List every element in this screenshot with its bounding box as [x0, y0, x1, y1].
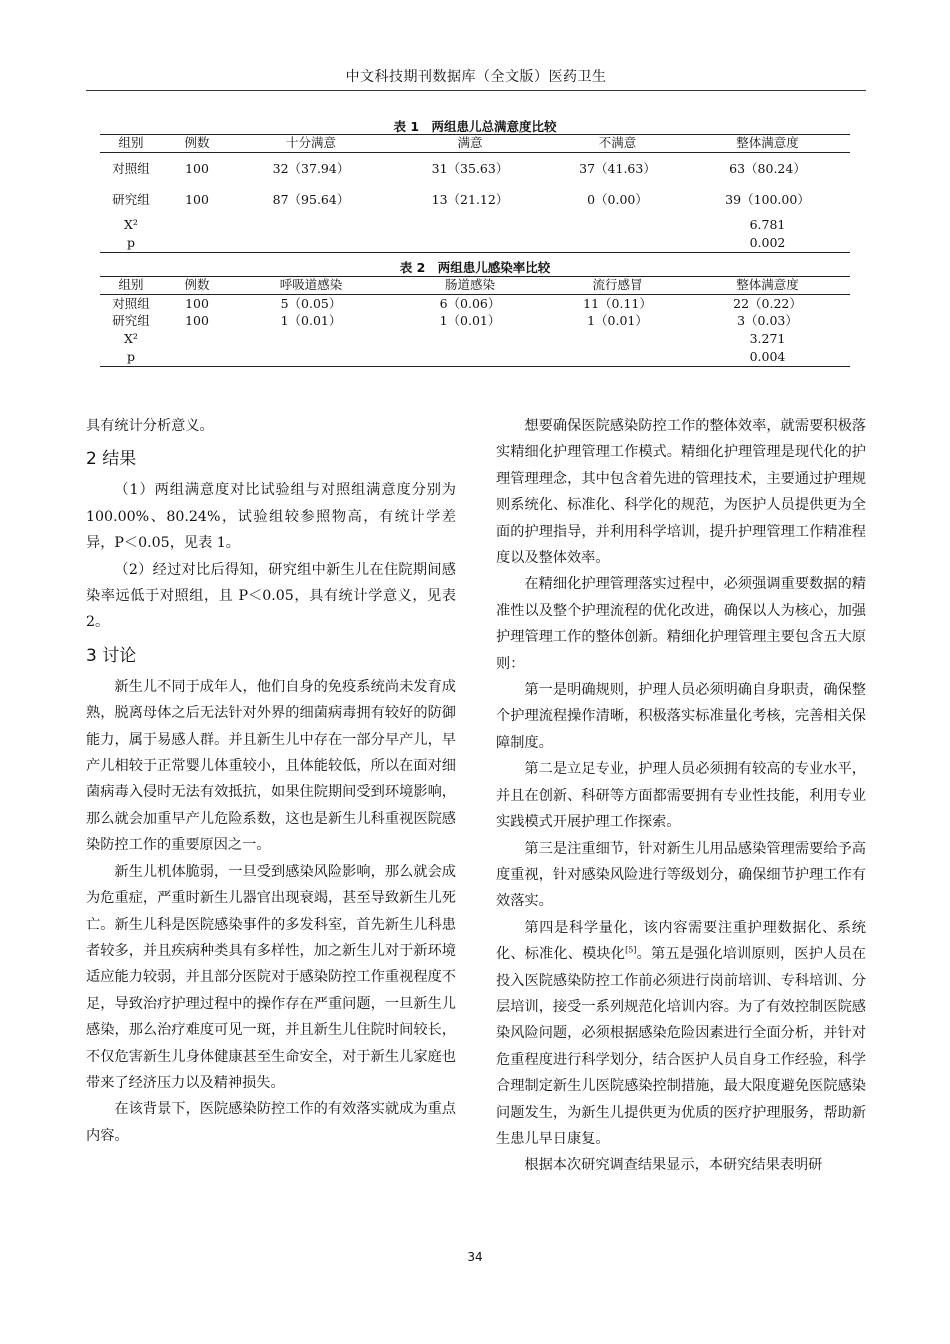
citation-ref: [5]	[625, 945, 637, 955]
table-cell: 37（41.63）	[579, 160, 656, 176]
left-column	[86, 413, 456, 1149]
paragraph: 在精细化护理管理落实过程中，必须强调重要数据的精准性以及整个护理流程的优化改进，确保以人为核心，加强护理管理工作的整体创新。精细化护理管理主要包含五大原则：	[496, 576, 866, 672]
paragraph: 具有统计分析意义。	[86, 418, 214, 434]
paragraph: （2）经过对比后得知，研究组中新生儿在住院期间感染率远低于对照组，且 P＜0.05，具有统计学意义，见表 2。	[86, 561, 456, 631]
p-label: p	[126, 235, 135, 250]
table2-header-cell: 整体满意度	[736, 277, 799, 293]
table1-header-row	[100, 135, 850, 153]
table-row	[100, 235, 850, 253]
table-cell: 11（0.11）	[583, 295, 652, 311]
paragraph: （1）两组满意度对比试验组与对照组满意度分别为 100.00%、80.24%，试验组较参照物高，有统计学差异，P＜0.05，见表 1。	[86, 482, 456, 552]
table2	[100, 276, 850, 367]
paragraph	[496, 915, 866, 1153]
paragraph-text: 。第五是强化培训原则，医护人员在投入医院感染防控工作前必须进行岗前培训、专科培训、分层培训，接受一系列规范化培训内容。为了有效控制医院感染风险问题，必须根据感染危险因素进行全面分析，并针对危重程度进行科学划分，结合医护人员自身工作经验，科学合理制定新生儿医院感染控制措施，最大限度避免医院感染问题发生，为新生儿提供更为优质的医疗护理服务，帮助新生患儿早日康复。	[496, 946, 866, 1147]
table1	[100, 134, 850, 253]
table-cell: 0（0.00）	[587, 192, 648, 208]
table-cell: 100	[185, 313, 209, 329]
paragraph: 在该背景下，医院感染防控工作的有效落实就成为重点内容。	[86, 1101, 456, 1144]
table-row	[100, 349, 850, 367]
table-cell: 63（80.24）	[729, 160, 806, 176]
chi-square-label: X²	[124, 217, 138, 233]
section-heading-results: 2 结果	[86, 449, 137, 470]
table-cell: 研究组	[112, 313, 150, 329]
header-rule	[86, 90, 866, 91]
table-cell: 32（37.94）	[272, 160, 350, 176]
table-row	[100, 313, 850, 331]
table2-header-cell: 肠道感染	[444, 277, 495, 293]
table1-header-cell: 满意	[457, 135, 483, 151]
table-row	[100, 185, 850, 217]
paragraph: 第三是注重细节，针对新生儿用品感染管理需要给予高度重视，针对感染风险进行等级划分，确保细节护理工作有效落实。	[496, 840, 866, 910]
paragraph: 第二是立足专业，护理人员必须拥有较高的专业水平，并且在创新、科研等方面都需要拥有专业性技能，利用专业实践模式开展护理工作探索。	[496, 761, 866, 831]
table2-header-cell: 呼吸道感染	[279, 277, 343, 293]
table1-header-cell: 十分满意	[285, 135, 336, 151]
table1-caption: 表 1 两组患儿总满意度比较	[393, 119, 557, 134]
paragraph: 第一是明确规则，护理人员必须明确自身职责，确保整个护理流程操作清晰，积极落实标准量化考核，完善相关保障制度。	[496, 682, 866, 751]
table-cell: 5（0.05）	[280, 295, 342, 311]
table-cell: 100	[185, 192, 209, 208]
table-cell: 6（0.06）	[439, 295, 501, 311]
chi-square-label: X²	[124, 331, 138, 347]
table-cell: 对照组	[112, 160, 150, 176]
journal-header: 中文科技期刊数据库（全文版）医药卫生	[345, 69, 607, 85]
paragraph: 想要确保医院感染防控工作的整体效率，就需要积极落实精细化护理管理工作模式。精细化护理管理是现代化的护理管理理念，其中包含着先进的管理技术，主要通过护理规则系统化、标准化、科学化的规范，为医护人员提供更为全面的护理指导，并利用科学培训，提升护理管理工作精准程度以及整体效率。	[496, 418, 866, 567]
paragraph: 新生儿机体脆弱，一旦受到感染风险影响，那么就会成为危重症，严重时新生儿器官出现衰竭，甚至导致新生儿死亡。新生儿科是医院感染事件的多发科室，首先新生儿科患者较多，并且疾病种类具有多样性，加之新生儿对于新环境适应能力较弱，并且部分医院对于感染防控工作重视程度不足，导致治疗护理过程中的操作存在严重问题，一旦新生儿感染，那么治疗难度可见一斑，并且新生儿住院时间较长，不仅危害新生儿身体健康甚至生命安全，对于新生儿家庭也带来了经济压力以及精神损失。	[86, 863, 456, 1091]
p-value: 0.002	[749, 235, 786, 250]
table-row	[100, 153, 850, 185]
table1-header-cell: 不满意	[598, 135, 637, 151]
table-cell: 1（0.01）	[587, 313, 648, 329]
table-cell: 13（21.12）	[431, 192, 509, 208]
paragraph-text: 第四是科学量化，该内容需要注重护理数据化、系统化、标准化、模块化	[496, 919, 866, 963]
table-cell: 研究组	[112, 192, 150, 208]
table1-header-cell: 整体满意度	[736, 135, 799, 151]
page-number: 34	[467, 1250, 483, 1264]
right-column	[496, 413, 866, 1179]
table-cell: 87（95.64）	[272, 192, 350, 208]
chi-square-value: 6.781	[749, 217, 786, 233]
paragraph: 根据本次研究调查结果显示，本研究结果表明研	[524, 1157, 823, 1174]
table2-header-cell: 流行感冒	[592, 277, 643, 293]
p-label: p	[126, 349, 135, 364]
table2-header-cell: 例数	[184, 277, 210, 293]
table-cell: 1（0.01）	[280, 313, 342, 329]
table-row	[100, 331, 850, 349]
p-value: 0.004	[749, 349, 786, 364]
table-cell: 39（100.00）	[725, 192, 810, 208]
table-row	[100, 217, 850, 235]
table2-header-cell: 组别	[118, 277, 144, 293]
table2-caption: 表 2 两组患儿感染率比较	[399, 260, 551, 275]
paragraph: 新生儿不同于成年人，他们自身的免疫系统尚未发育成熟，脱离母体之后无法针对外界的细菌病毒拥有较好的防御能力，属于易感人群。并且新生儿中存在一部分早产儿，早产儿相较于正常婴儿体重较小，且体能较低，所以在面对细菌病毒入侵时无法有效抵抗，如果住院期间受到环境影响，那么就会加重早产儿危险系数，这也是新生儿科重视医院感染防控工作的重要原因之一。	[86, 678, 456, 854]
table-cell: 22（0.22）	[733, 295, 802, 311]
table-cell: 3（0.03）	[737, 313, 798, 329]
table-cell: 对照组	[112, 295, 150, 311]
table2-header-row	[100, 277, 850, 295]
table-cell: 1（0.01）	[439, 313, 501, 329]
table-cell: 100	[185, 295, 209, 311]
table-cell: 100	[185, 160, 209, 176]
table1-header-cell: 组别	[118, 135, 144, 151]
table-cell: 31（35.63）	[431, 160, 509, 176]
section-heading-discussion: 3 讨论	[86, 645, 137, 666]
table1-header-cell: 例数	[184, 135, 210, 151]
table-row	[100, 295, 850, 313]
chi-square-value: 3.271	[749, 331, 786, 347]
